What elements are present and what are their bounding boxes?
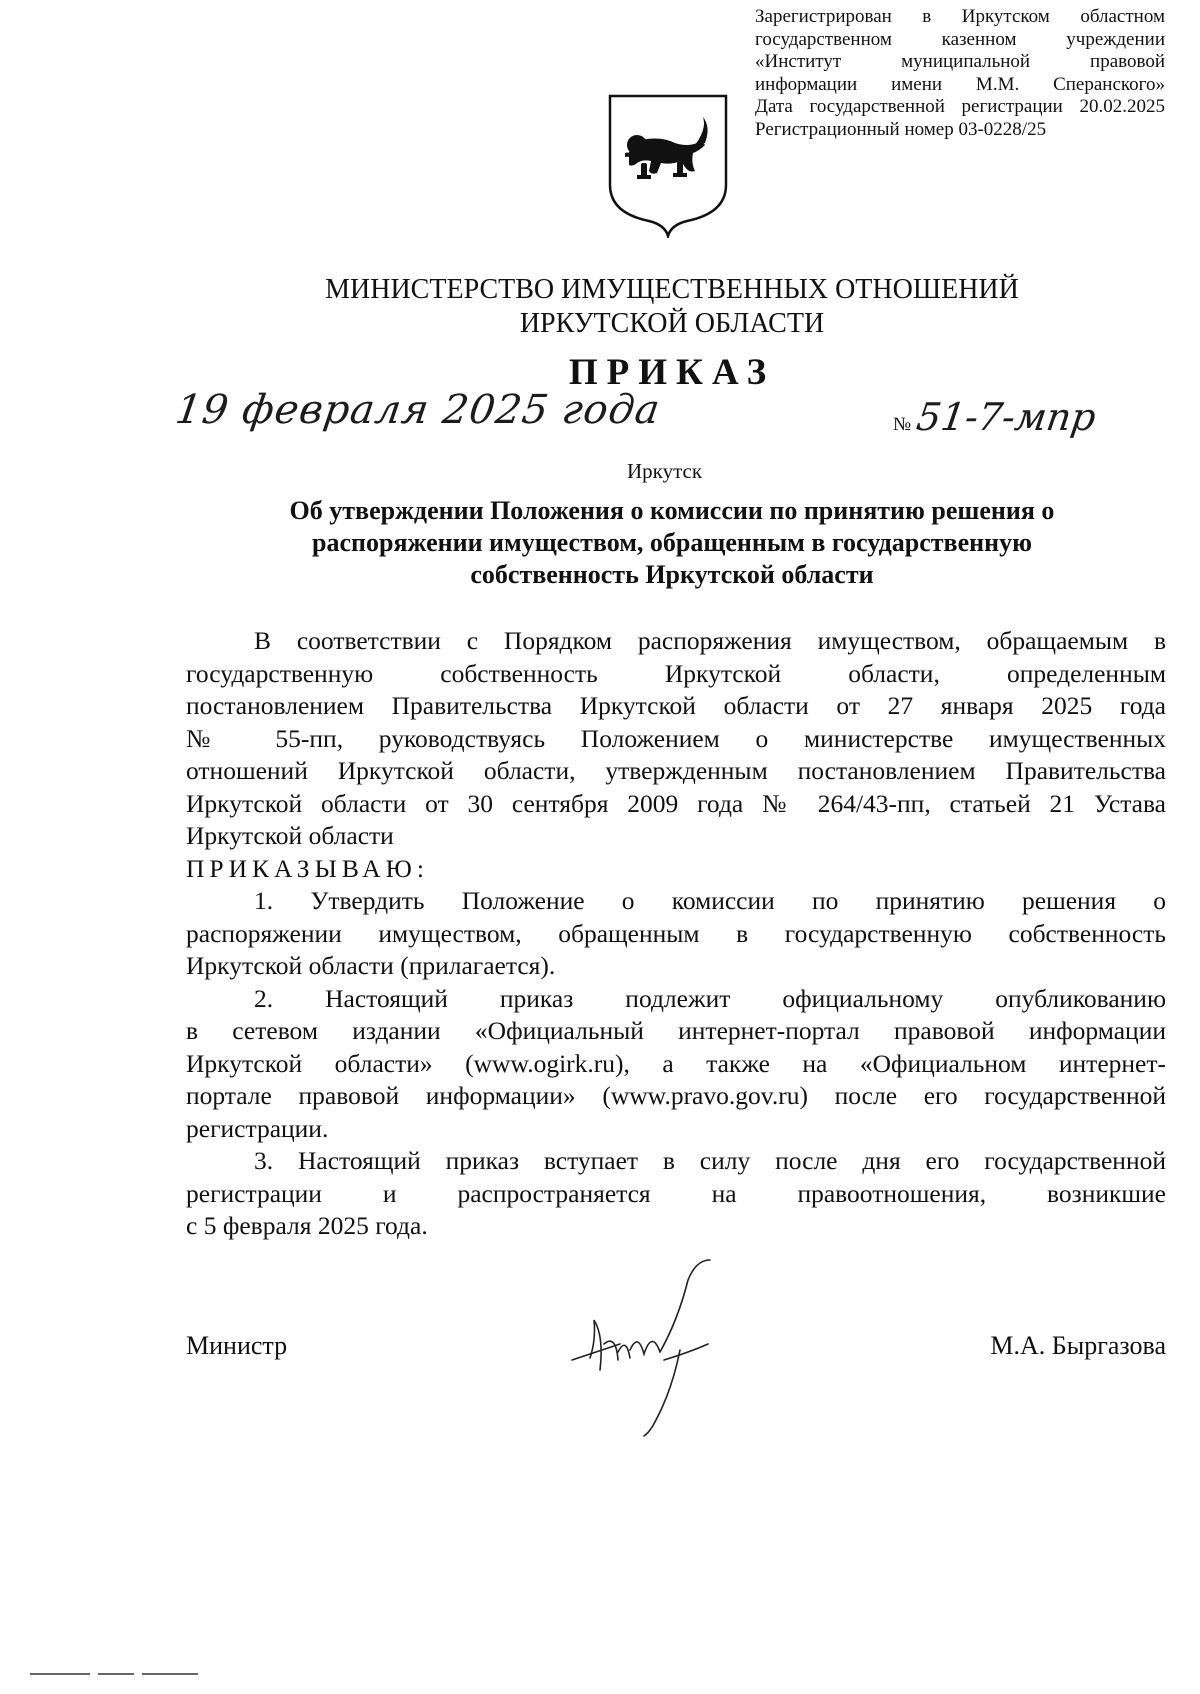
handwritten-number: 51-7-мпр	[913, 395, 1099, 439]
signatory-name: М.А. Быргазова	[990, 1331, 1166, 1360]
subject-line: собственность Иркутской области	[470, 560, 874, 589]
registration-number: Регистрационный номер 03-0228/25	[755, 118, 1047, 140]
item-2-line: регистрации.	[186, 1113, 329, 1143]
item-2-line: портале правовой информации» (www.pravo.gov.ru) после его государственной	[186, 1081, 1166, 1110]
handwritten-signature	[560, 1240, 780, 1440]
document-body	[186, 625, 1166, 1243]
preamble-line: отношений Иркутской области, утвержденным постановлением Правительства	[186, 756, 1166, 785]
ministry-name	[200, 273, 1144, 341]
number-label: №	[893, 414, 912, 435]
scan-margin-marks	[30, 1670, 230, 1678]
registration-line: государственном казенном учреждении	[755, 28, 1165, 50]
item-1-line: 1. Утвердить Положение о комиссии по принятию решения о	[254, 886, 1166, 915]
handwritten-date: 19 февраля 2025 года	[172, 387, 664, 433]
item-1-line: распоряжении имуществом, обращенным в государственную собственность	[186, 918, 1166, 948]
item-1-line: Иркутской области (прилагается).	[186, 951, 556, 980]
subject-line: распоряжении имуществом, обращенным в государственную	[312, 528, 1032, 557]
registration-line: Зарегистрирован в Иркутском областном	[755, 6, 1165, 27]
irkutsk-coat-of-arms-icon	[607, 93, 729, 238]
preamble-line: государственную собственность Иркутской области, определенным	[186, 658, 1166, 688]
ministry-name-line: МИНИСТЕРСТВО ИМУЩЕСТВЕННЫХ ОТНОШЕНИЙ	[325, 274, 1019, 305]
item-2-line: в сетевом издании «Официальный интернет-портал правовой информации	[186, 1016, 1166, 1045]
document-type-title: ПРИКАЗ	[568, 352, 776, 393]
decree-word: ПРИКАЗЫВАЮ:	[186, 853, 429, 883]
registration-line: «Институт муниципальной правовой	[755, 51, 1165, 72]
registration-date: Дата государственной регистрации 20.02.2025	[755, 96, 1165, 117]
item-2-line: 2. Настоящий приказ подлежит официальному опубликованию	[254, 983, 1166, 1013]
preamble-line: Иркутской области	[186, 821, 394, 850]
subject-line: Об утверждении Положения о комиссии по принятию решения о	[289, 496, 1055, 525]
city-name: Иркутск	[627, 459, 703, 483]
preamble-line: № 55-пп, руководствуясь Положением о министерстве имущественных	[186, 723, 1166, 753]
item-3-line: 3. Настоящий приказ вступает в силу после дня его государственной	[254, 1146, 1166, 1175]
registration-stamp	[755, 6, 1165, 141]
preamble-line: постановлением Правительства Иркутской области от 27 января 2025 года	[186, 691, 1166, 720]
document-subject	[195, 495, 1149, 591]
preamble-line: В соответствии с Порядком распоряжения имуществом, обращаемым в	[254, 626, 1166, 655]
registration-line: информации имени М.М. Сперанского»	[755, 73, 1165, 95]
item-3-line: регистрации и распространяется на правоотношения, возникшие	[186, 1178, 1166, 1208]
signatory-position: Министр	[186, 1331, 288, 1360]
item-3-line: с 5 февраля 2025 года.	[186, 1211, 428, 1240]
preamble-line: Иркутской области от 30 сентября 2009 года № 264/43-пп, статьей 21 Устава	[186, 788, 1166, 818]
item-2-line: Иркутской области» (www.ogirk.ru), а также на «Официальном интернет-	[186, 1048, 1166, 1078]
ministry-name-line: ИРКУТСКОЙ ОБЛАСТИ	[519, 308, 825, 339]
